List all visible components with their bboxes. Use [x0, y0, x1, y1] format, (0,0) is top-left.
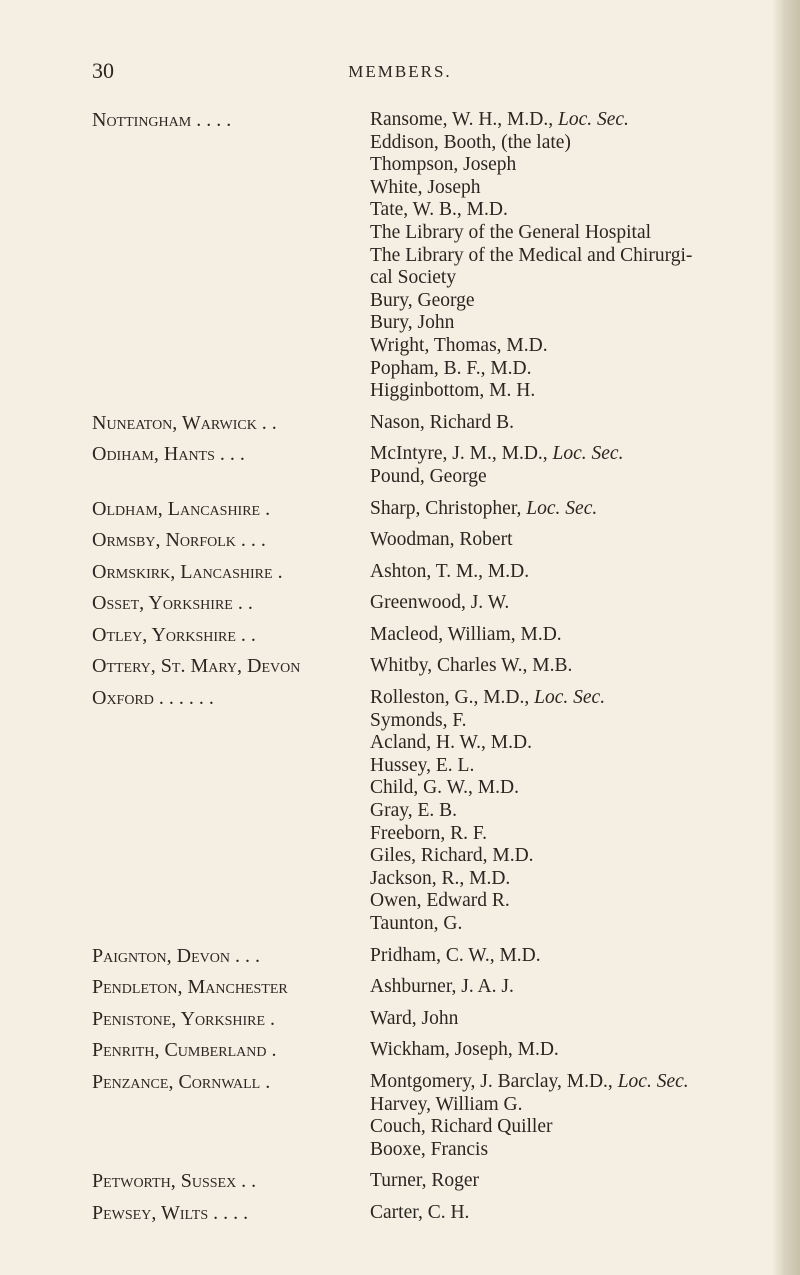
place-name: Penzance, Cornwall .	[92, 1070, 271, 1093]
member-line	[370, 823, 800, 846]
page-number: 30	[92, 58, 114, 83]
member-line	[370, 132, 800, 155]
member-name: Harvey, William G.	[370, 1093, 523, 1115]
member-line	[370, 913, 800, 936]
list-item	[0, 498, 800, 521]
member-names	[370, 1170, 800, 1193]
list-item	[0, 624, 800, 647]
local-secretary-note: Loc. Sec.	[534, 687, 606, 709]
member-line	[370, 154, 800, 177]
list-item	[0, 109, 800, 403]
member-line	[370, 1116, 800, 1139]
member-name: Bury, John	[370, 312, 455, 334]
member-name: Pridham, C. W., M.D.	[370, 944, 541, 966]
member-name: Freeborn, R. F.	[370, 822, 488, 844]
list-item	[0, 1008, 800, 1031]
member-line	[370, 335, 800, 358]
place-name: Nuneaton, Warwick . .	[92, 411, 277, 434]
member-name: Higginbottom, M. H.	[370, 380, 536, 402]
local-secretary-note: Loc. Sec.	[552, 443, 624, 465]
member-name: The Library of the General Hospital	[370, 221, 652, 243]
member-name: Turner, Roger	[370, 1170, 479, 1192]
member-name: Gray, E. B.	[370, 800, 458, 822]
member-line	[370, 777, 800, 800]
member-name: Woodman, Robert	[370, 529, 513, 551]
member-name: Nason, Richard B.	[370, 411, 515, 433]
member-name: Ransome, W. H., M.D.,	[370, 109, 554, 130]
member-name: Thompson, Joseph	[370, 154, 517, 176]
list-item	[0, 655, 800, 678]
member-line	[370, 498, 800, 521]
member-name: Hussey, E. L.	[370, 754, 475, 776]
member-line	[370, 443, 800, 466]
member-name: Ashburner, J. A. J.	[370, 976, 514, 998]
member-line	[370, 755, 800, 778]
place-name: Ormskirk, Lancashire .	[92, 560, 283, 583]
local-secretary-note: Loc. Sec.	[526, 497, 598, 519]
member-name: Ward, John	[370, 1007, 459, 1029]
member-line	[370, 800, 800, 823]
page-header	[0, 58, 800, 88]
place-name: Pewsey, Wilts . . . .	[92, 1201, 249, 1224]
member-name: Macleod, William, M.D.	[370, 623, 562, 645]
member-names	[370, 945, 800, 968]
member-name: Tate, W. B., M.D.	[370, 199, 508, 221]
member-name: Child, G. W., M.D.	[370, 777, 519, 799]
place-name: Oldham, Lancashire .	[92, 497, 271, 520]
member-line	[370, 624, 800, 647]
local-secretary-note: Loc. Sec.	[557, 109, 629, 130]
member-line	[370, 845, 800, 868]
member-names	[370, 412, 800, 435]
member-name: Owen, Edward R.	[370, 890, 510, 912]
member-name: Montgomery, J. Barclay, M.D.,	[370, 1070, 613, 1092]
member-name: Carter, C. H.	[370, 1201, 470, 1223]
place-name: Penrith, Cumberland .	[92, 1039, 277, 1062]
list-item	[0, 412, 800, 435]
place-name: Penistone, Yorkshire .	[92, 1007, 276, 1030]
member-name: McIntyre, J. M., M.D.,	[370, 443, 548, 465]
list-item	[0, 1039, 800, 1062]
member-name: Taunton, G.	[370, 913, 463, 934]
member-line	[370, 380, 800, 403]
place-name: Petworth, Sussex . .	[92, 1170, 257, 1193]
member-line	[370, 245, 800, 268]
member-name: Rolleston, G., M.D.,	[370, 687, 530, 709]
member-line	[370, 945, 800, 968]
member-line	[370, 687, 800, 710]
member-name: Giles, Richard, M.D.	[370, 845, 534, 867]
member-name: Wright, Thomas, M.D.	[370, 334, 548, 356]
place-name: Ormsby, Norfolk . . .	[92, 529, 266, 552]
list-item	[0, 443, 800, 488]
list-item	[0, 561, 800, 584]
member-names	[370, 109, 800, 403]
place-name: Pendleton, Manchester	[92, 976, 288, 999]
list-item	[0, 945, 800, 968]
member-names	[370, 592, 800, 615]
member-line	[370, 732, 800, 755]
member-names	[370, 1202, 800, 1225]
running-head: MEMBERS.	[348, 62, 452, 81]
member-names	[370, 561, 800, 584]
member-line	[370, 1094, 800, 1117]
place-name: Nottingham . . . .	[92, 109, 232, 131]
list-item	[0, 976, 800, 999]
member-name: Couch, Richard Quiller	[370, 1116, 553, 1138]
member-name: Wickham, Joseph, M.D.	[370, 1039, 559, 1061]
member-line	[370, 466, 800, 489]
member-line	[370, 199, 800, 222]
member-line	[370, 1071, 800, 1094]
member-name: Acland, H. W., M.D.	[370, 732, 532, 754]
place-name: Otley, Yorkshire . .	[92, 623, 256, 646]
member-names	[370, 624, 800, 647]
member-line	[370, 561, 800, 584]
place-name: Ottery, St. Mary, Devon	[92, 655, 301, 678]
member-line	[370, 1202, 800, 1225]
member-line	[370, 358, 800, 381]
member-names	[370, 1008, 800, 1031]
member-line	[370, 529, 800, 552]
member-name: cal Society	[370, 267, 457, 289]
member-line	[370, 177, 800, 200]
member-names	[370, 1071, 800, 1161]
member-line	[370, 655, 800, 678]
member-name: Greenwood, J. W.	[370, 592, 510, 614]
member-names	[370, 655, 800, 678]
member-name: Jackson, R., M.D.	[370, 867, 511, 889]
member-names	[370, 529, 800, 552]
member-line	[370, 222, 800, 245]
member-name: Popham, B. F., M.D.	[370, 357, 532, 379]
member-names	[370, 1039, 800, 1062]
member-names	[370, 687, 800, 936]
local-secretary-note: Loc. Sec.	[617, 1070, 689, 1092]
member-names	[370, 443, 800, 488]
member-line	[370, 1139, 800, 1162]
place-name: Osset, Yorkshire . .	[92, 592, 253, 615]
place-name: Odiham, Hants . . .	[92, 443, 245, 466]
list-item	[0, 529, 800, 552]
member-name: Eddison, Booth, (the late)	[370, 131, 571, 153]
member-line	[370, 592, 800, 615]
member-names	[370, 976, 800, 999]
member-line	[370, 976, 800, 999]
member-name: The Library of the Medical and Chirurgi-	[370, 244, 693, 266]
member-line	[370, 412, 800, 435]
list-item	[0, 592, 800, 615]
member-line	[370, 312, 800, 335]
member-name: Pound, George	[370, 465, 487, 487]
member-line	[370, 109, 800, 132]
member-name: Ashton, T. M., M.D.	[370, 560, 530, 582]
place-name: Oxford . . . . . .	[92, 687, 214, 710]
member-name: White, Joseph	[370, 176, 481, 198]
member-line	[370, 1170, 800, 1193]
member-name: Booxe, Francis	[370, 1138, 489, 1160]
member-name: Whitby, Charles W., M.B.	[370, 655, 573, 677]
member-line	[370, 868, 800, 891]
member-line	[370, 1039, 800, 1062]
member-line	[370, 890, 800, 913]
list-item	[0, 1170, 800, 1193]
member-names	[370, 498, 800, 521]
member-name: Bury, George	[370, 289, 475, 311]
member-list	[0, 109, 800, 1234]
member-line	[370, 267, 800, 290]
place-name: Paignton, Devon . . .	[92, 944, 260, 967]
member-name: Symonds, F.	[370, 709, 467, 731]
member-line	[370, 1008, 800, 1031]
member-line	[370, 710, 800, 733]
list-item	[0, 1071, 800, 1161]
member-name: Sharp, Christopher,	[370, 497, 522, 519]
list-item	[0, 1202, 800, 1225]
member-line	[370, 290, 800, 313]
list-item	[0, 687, 800, 936]
